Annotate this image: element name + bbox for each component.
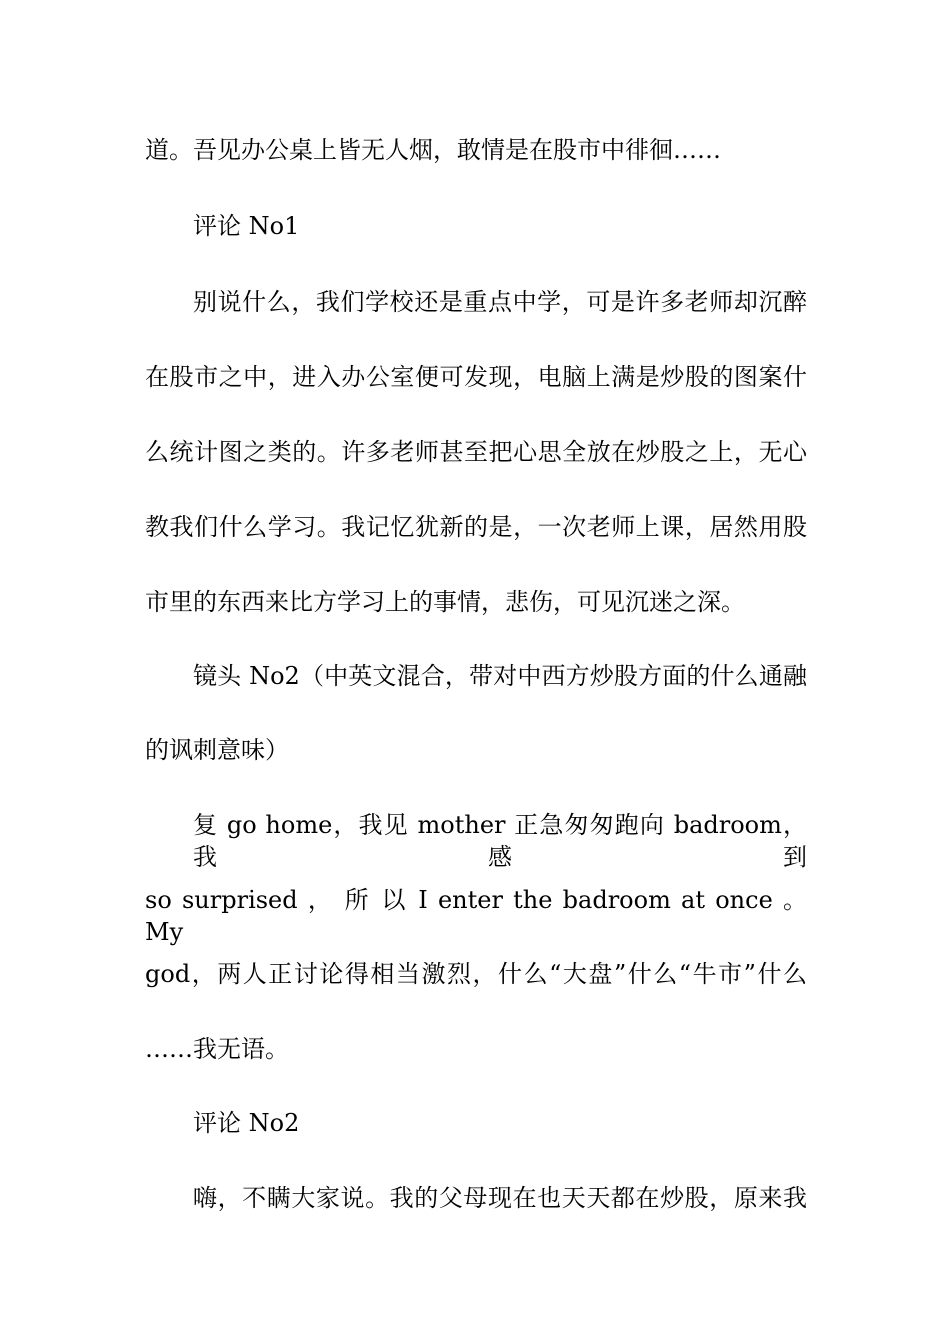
comment-heading-2: 评论 No2 [193, 1109, 300, 1137]
paragraph-line: 的讽刺意味） [145, 736, 289, 764]
paragraph-line: god，两人正讨论得相当激烈，什么“大盘”什么“牛市”什么 [145, 960, 807, 988]
paragraph-line: 么统计图之类的。许多老师甚至把心思全放在炒股之上，无心 [145, 438, 807, 466]
paragraph-line: ……我无语。 [145, 1035, 289, 1063]
paragraph-line: 教我们什么学习。我记忆犹新的是，一次老师上课，居然用股 [145, 513, 807, 541]
paragraph-line: 市里的东西来比方学习上的事情，悲伤，可见沉迷之深。 [145, 588, 745, 616]
paragraph-line: 复 go home，我见 mother 正急匆匆跑向 badroom，我感到 [193, 811, 807, 871]
paragraph-line: 别说什么，我们学校还是重点中学，可是许多老师却沉醉 [193, 288, 807, 316]
paragraph-line: 嗨，不瞒大家说。我的父母现在也天天都在炒股，原来我 [193, 1184, 807, 1212]
scene-heading-2: 镜头 No2（中英文混合，带对中西方炒股方面的什么通融 [193, 662, 807, 690]
comment-heading-1: 评论 No1 [193, 212, 300, 240]
paragraph-line: 道。吾见办公桌上皆无人烟，敢情是在股市中徘徊…… [145, 136, 721, 164]
paragraph-line: 在股市之中，进入办公室便可发现，电脑上满是炒股的图案什 [145, 363, 807, 391]
paragraph-line: so surprised ， 所 以 I enter the badroom at once 。 My [145, 886, 807, 946]
